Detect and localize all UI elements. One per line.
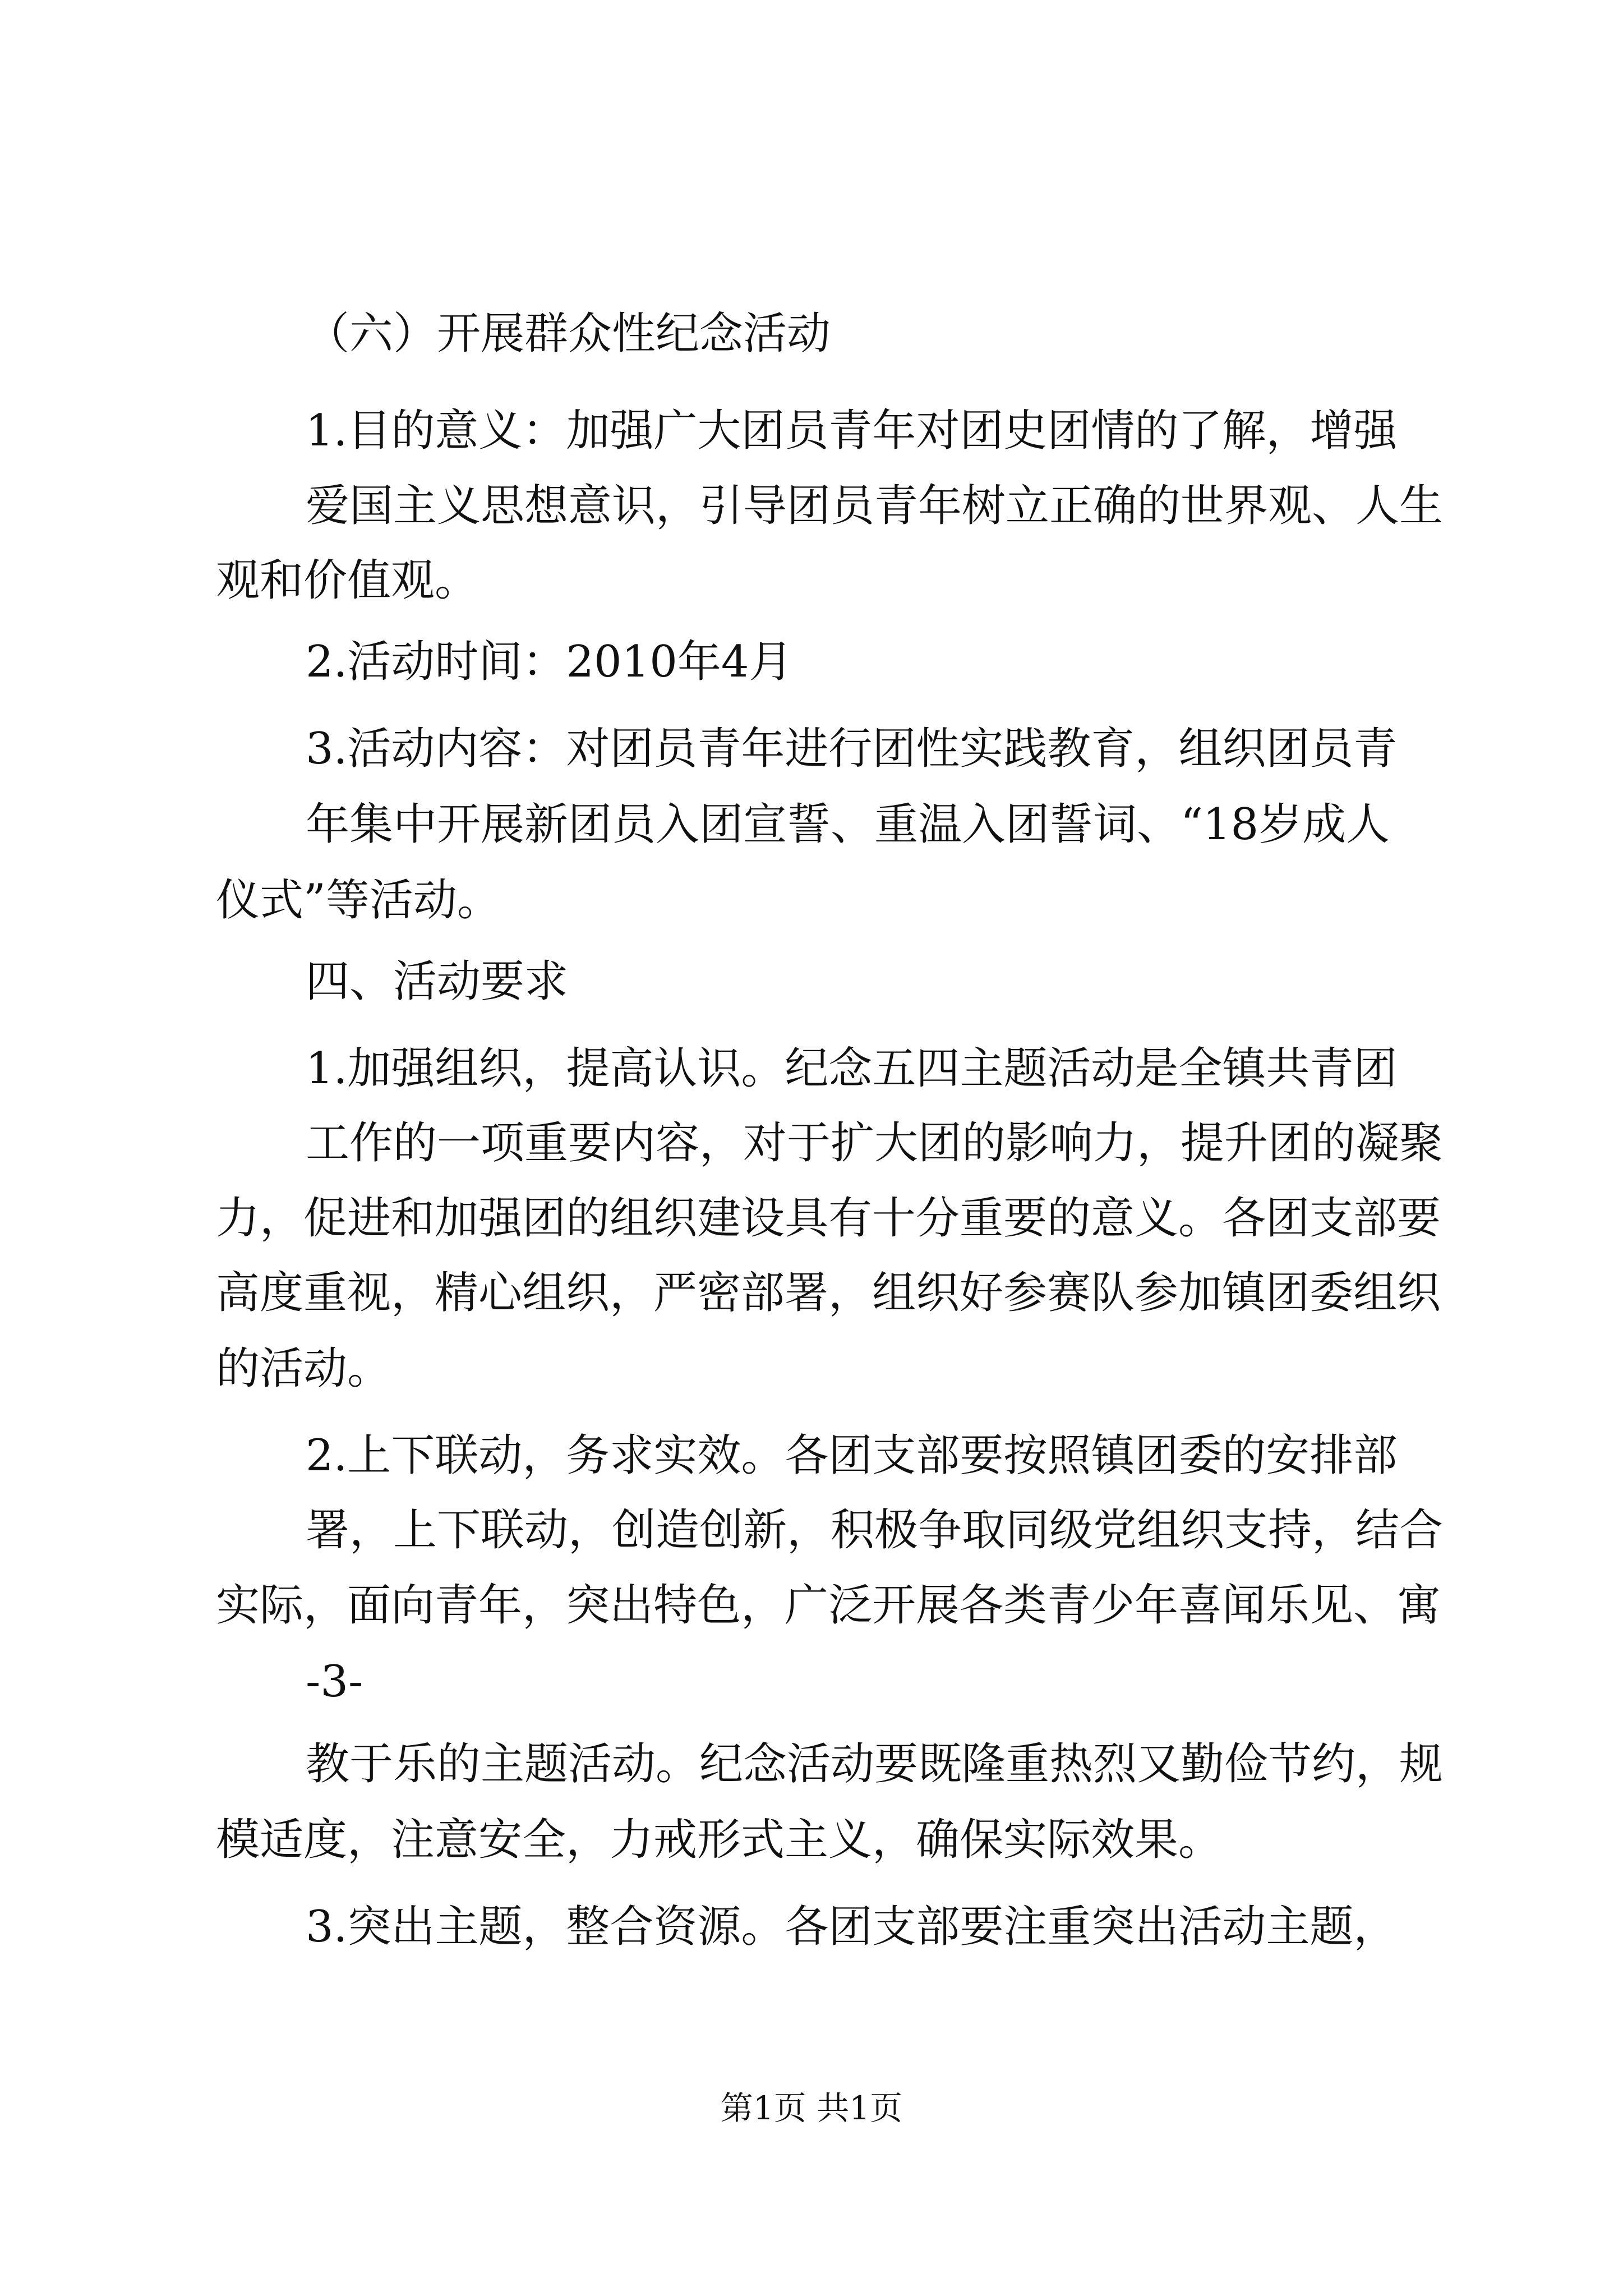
body-line: 署，上下联动，创造创新，积极争取同级党组织支持，结合: [306, 1505, 1444, 1556]
body-line: 3.突出主题，整合资源。各团支部要注重突出活动主题，: [306, 1902, 1398, 1952]
body-line: 1.加强组织，提高认识。纪念五四主题活动是全镇共青团: [306, 1043, 1398, 1094]
body-line: 仪式”等活动。: [216, 875, 501, 926]
body-line: 2.上下联动，务求实效。各团支部要按照镇团委的安排部: [306, 1430, 1398, 1481]
body-line: 模适度，注意安全，力戒形式主义，确保实际效果。: [216, 1815, 1223, 1865]
page-footer: 第1页 共1页: [720, 2089, 903, 2127]
body-line: 1.目的意义：加强广大团员青年对团史团情的了解，增强: [306, 406, 1398, 456]
body-line: 教于乐的主题活动。纪念活动要既隆重热烈又勤俭节约，规: [306, 1739, 1444, 1789]
inline-page-marker: -3-: [306, 1657, 363, 1707]
body-line: 3.活动内容：对团员青年进行团性实践教育，组织团员青: [306, 724, 1398, 774]
body-line: 力，促进和加强团的组织建设具有十分重要的意义。各团支部要: [216, 1193, 1441, 1244]
body-line: 实际，面向青年，突出特色，广泛开展各类青少年喜闻乐见、寓: [216, 1580, 1441, 1631]
section-heading-6: （六）开展群众性纪念活动: [306, 309, 831, 359]
section-heading-4: 四、活动要求: [306, 956, 569, 1007]
body-line: 的活动。: [216, 1343, 391, 1394]
body-line: 2.活动时间：2010年4月: [306, 637, 793, 687]
body-line: 观和价值观。: [216, 555, 479, 606]
body-line: 年集中开展新团员入团宣誓、重温入团誓词、“18岁成人: [306, 799, 1390, 850]
body-line: 爱国主义思想意识，引导团员青年树立正确的世界观、人生: [306, 481, 1444, 531]
body-line: 工作的一项重要内容，对于扩大团的影响力，提升团的凝聚: [306, 1118, 1444, 1168]
body-line: 高度重视，精心组织，严密部署，组织好参赛队参加镇团委组织: [216, 1268, 1441, 1318]
